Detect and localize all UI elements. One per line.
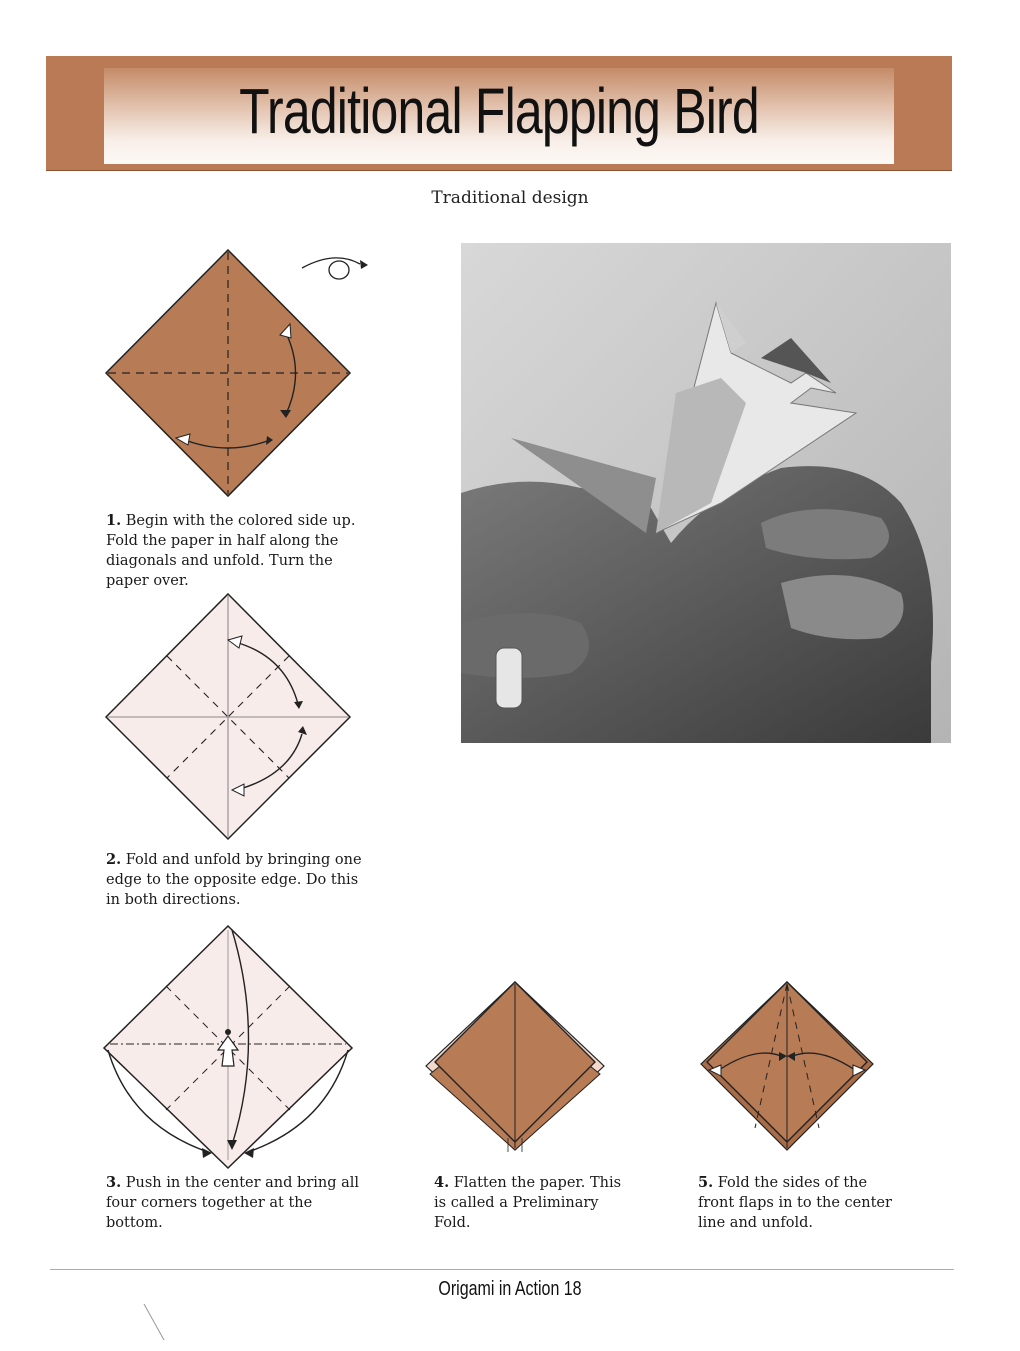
step-1-text: Begin with the colored side up. Fold the paper in half along the diagonals and unfold. Turn the paper over. — [106, 513, 356, 589]
step-5-caption — [698, 1173, 898, 1233]
finished-bird-photo — [461, 243, 951, 743]
step-4-text: Flatten the paper. This is called a Preliminary Fold. — [434, 1175, 622, 1231]
title-gradient-panel — [104, 68, 894, 164]
scan-mark — [140, 1300, 170, 1345]
step-3-caption — [106, 1173, 366, 1233]
step-3-diagram — [90, 920, 390, 1170]
step-2-diagram — [90, 584, 390, 849]
step-3-text: Push in the center and bring all four corners together at the bottom. — [106, 1175, 360, 1231]
step-4-diagram — [420, 978, 610, 1158]
step-4-number: 4. — [434, 1174, 450, 1191]
page-title: Traditional Flapping Bird — [239, 75, 759, 147]
step-1-diagram — [90, 238, 390, 508]
step-3-number: 3. — [106, 1174, 122, 1191]
step-1-number: 1. — [106, 512, 122, 529]
subtitle: Traditional design — [431, 188, 589, 208]
step-2-text: Fold and unfold by bringing one edge to the opposite edge. Do this in both directions. — [106, 852, 362, 908]
footer-divider — [50, 1269, 954, 1270]
step-4-caption — [434, 1173, 634, 1233]
step-1-caption — [106, 511, 366, 591]
step-5-text: Fold the sides of the front flaps in to the center line and unfold. — [698, 1175, 892, 1231]
step-2-caption — [106, 850, 366, 910]
step-2-number: 2. — [106, 851, 122, 868]
book-title: Origami in Action — [438, 1278, 560, 1300]
title-banner — [46, 56, 952, 170]
page-footer — [390, 1278, 630, 1301]
step-5-number: 5. — [698, 1174, 714, 1191]
page-number: 18 — [563, 1278, 582, 1300]
step-5-diagram — [695, 978, 880, 1158]
